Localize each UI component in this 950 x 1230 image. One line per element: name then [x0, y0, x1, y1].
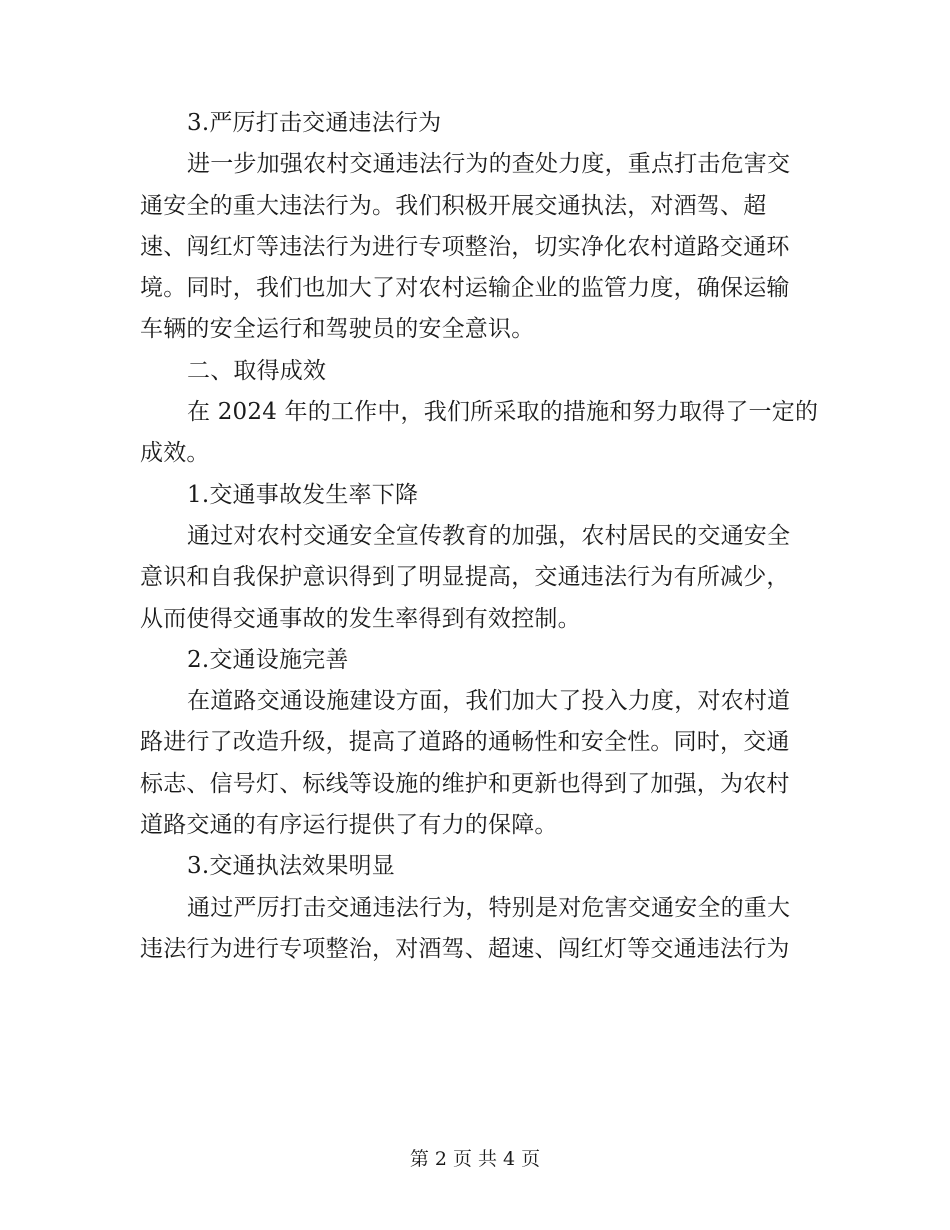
paragraph-line: 速、闯红灯等违法行为进行专项整治，切实净化农村道路交通环: [140, 233, 790, 260]
paragraph-line: 车辆的安全运行和驾驶员的安全意识。: [140, 316, 535, 343]
section-heading: 3.交通执法效果明显: [187, 853, 395, 880]
section-heading: 2.交通设施完善: [187, 646, 349, 673]
document-body: [140, 103, 819, 970]
paragraph-line: 道路交通的有序运行提供了有力的保障。: [140, 812, 558, 839]
paragraph-line: 在 2024 年的工作中，我们所采取的措施和努力取得了一定的: [187, 399, 819, 426]
paragraph-line: 标志、信号灯、标线等设施的维护和更新也得到了加强，为农村: [140, 770, 790, 797]
paragraph-line: 从而使得交通事故的发生率得到有效控制。: [140, 605, 581, 632]
paragraph-line: 违法行为进行专项整治，对酒驾、超速、闯红灯等交通违法行为: [140, 935, 790, 962]
section-heading: 二、取得成效: [187, 357, 327, 384]
paragraph-line: 境。同时，我们也加大了对农村运输企业的监管力度，确保运输: [140, 275, 790, 302]
paragraph-line: 通过严厉打击交通违法行为，特别是对危害交通安全的重大: [187, 894, 791, 921]
paragraph-line: 在道路交通设施建设方面，我们加大了投入力度，对农村道: [187, 688, 791, 715]
paragraph-line: 意识和自我保护意识得到了明显提高，交通违法行为有所减少，: [140, 564, 790, 591]
paragraph-line: 通过对农村交通安全宣传教育的加强，农村居民的交通安全: [187, 522, 791, 549]
section-heading: 1.交通事故发生率下降: [187, 481, 419, 508]
paragraph-line: 路进行了改造升级，提高了道路的通畅性和安全性。同时，交通: [140, 729, 790, 756]
page-number-footer: 第 2 页 共 4 页: [409, 1148, 541, 1170]
paragraph-line: 进一步加强农村交通违法行为的查处力度，重点打击危害交: [187, 151, 791, 178]
section-heading: 3.严厉打击交通违法行为: [187, 110, 442, 136]
paragraph-line: 成效。: [140, 440, 210, 467]
paragraph-line: 通安全的重大违法行为。我们积极开展交通执法，对酒驾、超: [140, 192, 767, 219]
